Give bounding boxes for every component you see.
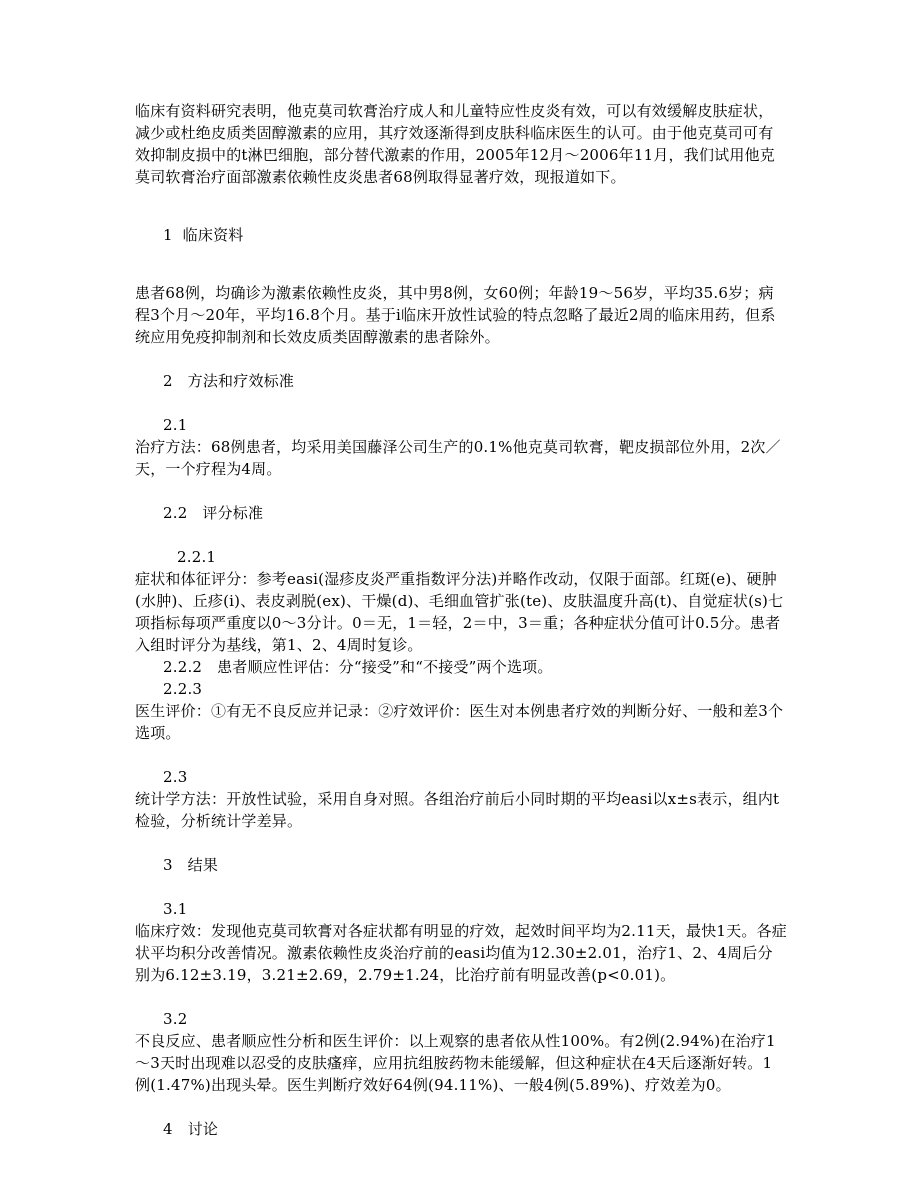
section-2-2-3-number: 2.2.3 bbox=[163, 680, 203, 698]
section-2-3-paragraph: 统计学方法：开放性试验，采用自身对照。各组治疗前后小同时期的平均easi以x±s表示，组内t检验，分析统计学差异。 bbox=[135, 790, 780, 830]
spacer bbox=[135, 986, 787, 1008]
document-body bbox=[135, 100, 787, 1140]
section-3-2-number: 3.2 bbox=[163, 1010, 188, 1028]
spacer bbox=[135, 876, 787, 898]
spacer bbox=[135, 744, 787, 766]
spacer bbox=[135, 392, 787, 414]
section-1-heading: 1 临床资料 bbox=[163, 226, 244, 244]
section-2-1-number: 2.1 bbox=[163, 416, 188, 434]
section-2-2-1-number: 2.2.1 bbox=[177, 548, 217, 566]
section-2-3-number: 2.3 bbox=[163, 768, 188, 786]
section-4-heading: 4 讨论 bbox=[163, 1120, 219, 1138]
spacer bbox=[135, 246, 787, 282]
spacer bbox=[135, 480, 787, 502]
section-2-heading: 2 方法和疗效标准 bbox=[163, 372, 295, 390]
spacer bbox=[135, 524, 787, 546]
spacer bbox=[135, 832, 787, 854]
intro-paragraph: 临床有资料研究表明，他克莫司软膏治疗成人和儿童特应性皮炎有效，可以有效缓解皮肤症状，减少或杜绝皮质类固醇激素的应用，其疗效逐渐得到皮肤科临床医生的认可。由于他克莫司可有效抑制皮损中的t淋巴细胞，部分替代激素的作用，2005年12月～2006年11月，我们试用他克莫司软膏治疗面部激素依赖性皮炎患者68例取得显著疗效，现报道如下。 bbox=[135, 102, 775, 186]
section-1-paragraph: 患者68例，均确诊为激素依赖性皮炎，其中男8例，女60例；年龄19～56岁，平均35.6岁；病程3个月～20年，平均16.8个月。基于i临床开放性试验的特点忽略了最近2周的临床用药，但系统应用免疫抑制剂和长效皮质类固醇激素的患者除外。 bbox=[135, 284, 776, 346]
section-3-1-number: 3.1 bbox=[163, 900, 188, 918]
section-3-heading: 3 结果 bbox=[163, 856, 219, 874]
spacer bbox=[135, 188, 787, 224]
section-2-2-heading: 2.2 评分标准 bbox=[163, 504, 264, 522]
section-2-2-3-paragraph: 医生评价：①有无不良反应并记录：②疗效评价：医生对本例患者疗效的判断分好、一般和差3个选项。 bbox=[135, 702, 784, 742]
spacer bbox=[135, 1096, 787, 1118]
spacer bbox=[135, 348, 787, 370]
section-2-2-2-paragraph: 2.2.2 患者顺应性评估：分“接受”和“不接受”两个选项。 bbox=[163, 658, 553, 676]
section-3-2-paragraph: 不良反应、患者顺应性分析和医生评价：以上观察的患者依从性100%。有2例(2.94%)在治疗1～3天时出现难以忍受的皮肤瘙痒，应用抗组胺药物未能缓解，但这种症状在4天后逐渐好转。1例(1.47%)出现头晕。医生判断疗效好64例(94.11%)、一般4例(5.89%)、疗效差为0。 bbox=[135, 1032, 776, 1094]
section-2-1-paragraph: 治疗方法：68例患者，均采用美国藤泽公司生产的0.1%他克莫司软膏，靶皮损部位外用，2次／天，一个疗程为4周。 bbox=[135, 438, 781, 478]
section-2-2-1-paragraph: 症状和体征评分：参考easi(湿疹皮炎严重指数评分法)并略作改动，仅限于面部。红斑(e)、硬肿(水肿)、丘疹(i)、表皮剥脱(ex)、干燥(d)、毛细血管扩张(te)、皮肤温度升高(t)、自觉症状(s)七项指标每项严重度以0～3分计。0＝无，1＝轻，2＝中，3＝重；各种症状分值可计0.5分。患者入组时评分为基线，第1、2、4周时复诊。 bbox=[135, 570, 784, 654]
section-3-1-paragraph: 临床疗效：发现他克莫司软膏对各症状都有明显的疗效，起效时间平均为2.11天，最快1天。各症状平均积分改善情况。激素依赖性皮炎治疗前的easi均值为12.30±2.01，治疗1、2、4周后分别为6.12±3.19，3.21±2.69，2.79±1.24，比治疗前有明显改善(p<0.01)。 bbox=[135, 922, 787, 984]
